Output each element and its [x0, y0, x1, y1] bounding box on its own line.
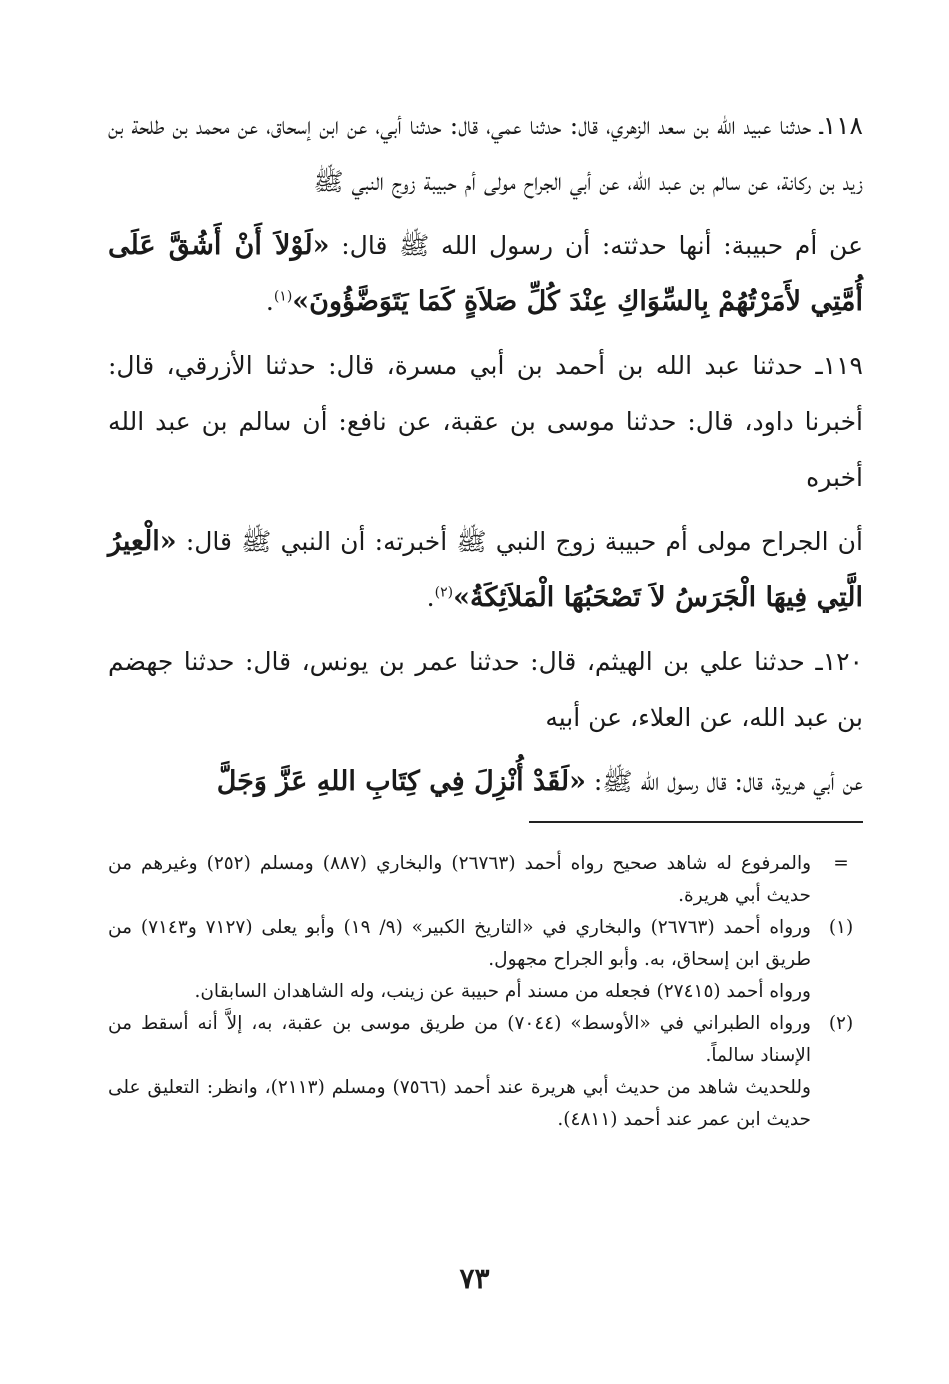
hadith-119-chain: ١١٩ـ حدثنا عبد الله بن أحمد بن أبي مسرة، قال: حدثنا الأزرقي، قال: أخبرنا داود، قال: حدثنا موسى بن عقبة، عن نافع: أن سالم بن عبد الله أخبره [108, 351, 863, 492]
hadith-quote: «لَقَدْ أُنْزِلَ فِي كِتَابِ اللهِ عَزَّ وَجَلَّ [216, 766, 586, 797]
footnote-line: ورواه أحمد (٢٧٤١٥) فجعله من مسند أم حبيبة عن زينب، وله الشاهدان السابقان. [194, 981, 811, 1002]
hadith-118-text: عن أم حبيبة: أنها حدثته: أن رسول الله ﷺ قال: «لَوْلاَ أَنْ أَشُقَّ عَلَى أُمَّتِي لأَمَرْتُهُمْ بِالسِّوَاكِ عِنْدَ كُلِّ صَلاَةٍ كَمَا يَتَوَضَّؤُونَ»$^{(١)}$. [108, 230, 863, 317]
footnote-divider [529, 821, 863, 823]
main-text [108, 98, 863, 810]
hadith-quote: «لَوْلاَ أَنْ أَشُقَّ عَلَى أُمَّتِي لأَمَرْتُهُمْ بِالسِّوَاكِ عِنْدَ كُلِّ صَلاَةٍ كَمَا يَتَوَضَّؤُونَ» [108, 230, 863, 317]
footnote-marker: = [833, 853, 849, 874]
footnote-ref: (١) [273, 288, 293, 305]
hadith-119-text: أن الجراح مولى أم حبيبة زوج النبي ﷺ أخبرته: أن النبي ﷺ قال: «الْعِيرُ الَّتِي فِيهَا الْجَرَسُ لاَ تَصْحَبُهَا الْمَلاَئِكَةُ»$^{(٢)}$. [108, 526, 863, 613]
hadith-118-chain: ١١٨ـ حدثنا عبيد الله بن سعد الزهري، قال: حدثنا عمي، قال: حدثنا أبي، عن ابن إسحاق، عن محمد بن طلحة بن زيد بن ركانة، عن سالم بن عبد الله، عن أبي الجراح مولى أم حبيبة زوج النبي ﷺ [108, 111, 863, 196]
footnote-marker: (٢) [828, 1013, 854, 1034]
hadith-quote: «الْعِيرُ الَّتِي فِيهَا الْجَرَسُ لاَ تَصْحَبُهَا الْمَلاَئِكَةُ» [108, 526, 863, 613]
footnote-marker: (١) [828, 917, 854, 938]
hadith-120-text: عن أبي هريرة، قال: قال رسول الله ﷺ: «لَقَدْ أُنْزِلَ فِي كِتَابِ اللهِ عَزَّ وَجَلَّ [216, 766, 863, 797]
footnote-line: ورواه الطبراني في «الأوسط» (٧٠٤٤) من طريق موسى بن عقبة، به، إلاَّ أنه أسقط من الإسناد سالماً. [108, 1013, 811, 1066]
footnote-line: والمرفوع له شاهد صحيح رواه أحمد (٢٦٧٦٣) والبخاري (٨٨٧) ومسلم (٢٥٢) وغيرهم من حديث أبي هريرة. [108, 853, 812, 906]
page-number: ٧٣ [459, 1262, 490, 1295]
footnote-line: وللحديث شاهد من حديث أبي هريرة عند أحمد (٧٥٦٦) ومسلم (٢١١٣)، وانظر: التعليق على حديث ابن عمر عند أحمد (٤٨١١). [108, 1077, 811, 1130]
footnote-continued [108, 848, 863, 912]
hadith-120-chain: ١٢٠ـ حدثنا علي بن الهيثم، قال: حدثنا عمر بن يونس، قال: حدثنا جهضم بن عبد الله، عن العلاء، عن أبيه [108, 647, 863, 732]
footnotes [108, 848, 863, 1136]
footnote-ref: (٢) [434, 584, 454, 601]
footnote-1 [108, 912, 863, 1008]
footnote-line: ورواه أحمد (٢٦٧٦٣) والبخاري في «التاريخ الكبير» (٩/ ١٩) وأبو يعلى (٧١٢٧ و٧١٤٣) من طريق ابن إسحاق، به. وأبو الجراح مجهول. [108, 917, 811, 970]
footnote-2 [108, 1008, 863, 1136]
